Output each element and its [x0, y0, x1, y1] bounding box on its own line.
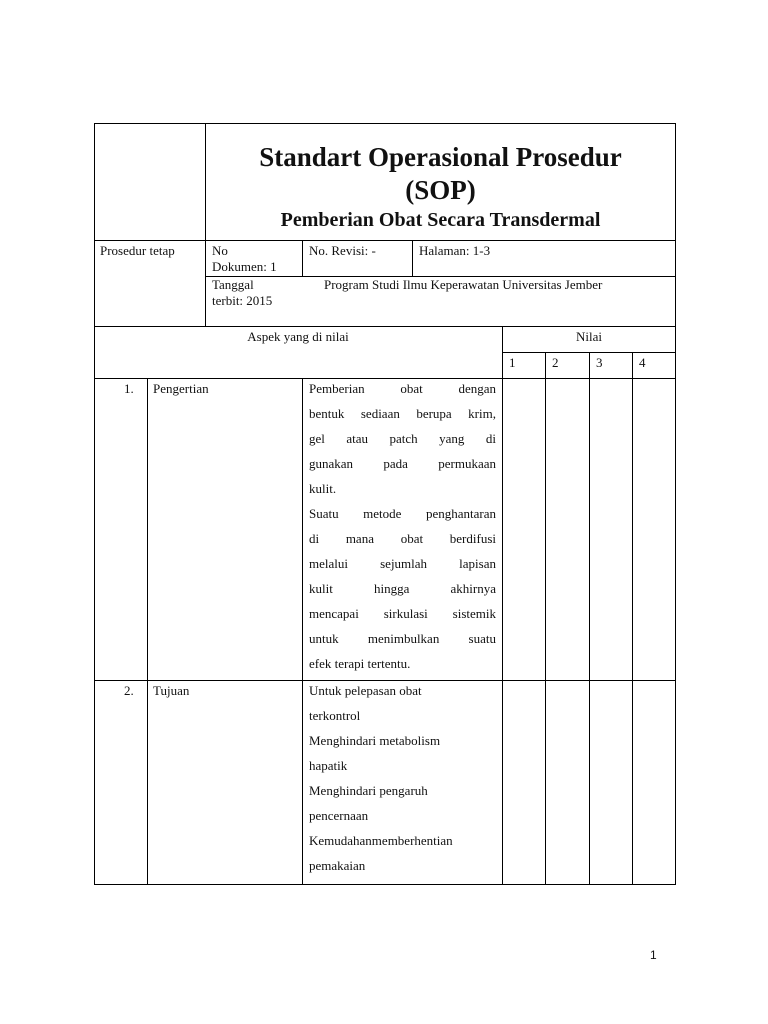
description-line: Untuk pelepasan obat	[309, 683, 422, 698]
col-divider	[302, 378, 303, 884]
description-line: pemakaian	[309, 858, 366, 873]
no-dokumen-value: Dokumen: 1	[212, 259, 277, 274]
row-2-aspect: Tujuan	[153, 683, 190, 698]
document-title: Standart Operasional Prosedur	[259, 142, 622, 172]
description-line: melalui sejumlah lapisan	[309, 556, 496, 571]
row-2-number: 2.	[124, 683, 134, 698]
nilai-header: Nilai	[576, 329, 602, 344]
page-number: 1	[650, 948, 657, 962]
institution-name: Program Studi Ilmu Keperawatan Universitas Jember	[324, 277, 603, 292]
description-line: hapatik	[309, 758, 348, 773]
border-left	[94, 123, 95, 885]
score-col-1: 1	[509, 355, 516, 370]
row-divider	[94, 326, 676, 327]
description-line: Suatu metode penghantaran	[309, 506, 496, 521]
tanggal-label: Tanggal	[212, 277, 254, 292]
score-col-4: 4	[639, 355, 646, 370]
row-1-number: 1.	[124, 381, 134, 396]
description-line: kulit hingga akhirnya	[309, 581, 496, 596]
row-divider	[94, 240, 676, 241]
row-2-description	[309, 678, 496, 878]
description-line: pencernaan	[309, 808, 369, 823]
description-line: mencapai sirkulasi sistemik	[309, 606, 496, 621]
description-line: Menghindari pengaruh	[309, 783, 428, 798]
row-1-description	[309, 376, 496, 676]
col-divider	[632, 352, 633, 884]
document-title-abbrev: (SOP)	[405, 175, 476, 205]
no-revisi: No. Revisi: -	[309, 243, 376, 258]
aspek-header: Aspek yang di nilai	[247, 329, 349, 344]
col-divider	[412, 240, 413, 276]
score-col-3: 3	[596, 355, 603, 370]
description-line: terkontrol	[309, 708, 361, 723]
col-divider	[589, 352, 590, 884]
description-line: Menghindari metabolism	[309, 733, 441, 748]
description-line: untuk menimbulkan suatu	[309, 631, 496, 646]
score-col-2: 2	[552, 355, 559, 370]
description-line: Pemberian obat dengan	[309, 381, 496, 396]
border-bottom	[94, 884, 676, 885]
row-1-aspect: Pengertian	[153, 381, 209, 396]
border-top	[94, 123, 676, 124]
description-line: gunakan pada permukaan	[309, 456, 496, 471]
col-divider	[545, 352, 546, 884]
description-line: efek terapi tertentu.	[309, 656, 411, 671]
description-line: bentuk sediaan berupa krim,	[309, 406, 496, 421]
description-line: di mana obat berdifusi	[309, 531, 496, 546]
description-line: kulit.	[309, 481, 337, 496]
prosedur-tetap-label: Prosedur tetap	[100, 243, 175, 258]
col-divider	[147, 378, 148, 884]
no-dokumen-label: No	[212, 243, 228, 258]
document-subtitle: Pemberian Obat Secara Transdermal	[280, 209, 601, 231]
description-line: Kemudahanmemberhentian	[309, 833, 453, 848]
border-right	[675, 123, 676, 885]
col-divider	[502, 326, 503, 884]
description-line: gel atau patch yang di	[309, 431, 496, 446]
col-divider	[302, 240, 303, 276]
tanggal-value: terbit: 2015	[212, 293, 273, 308]
halaman: Halaman: 1-3	[419, 243, 491, 258]
